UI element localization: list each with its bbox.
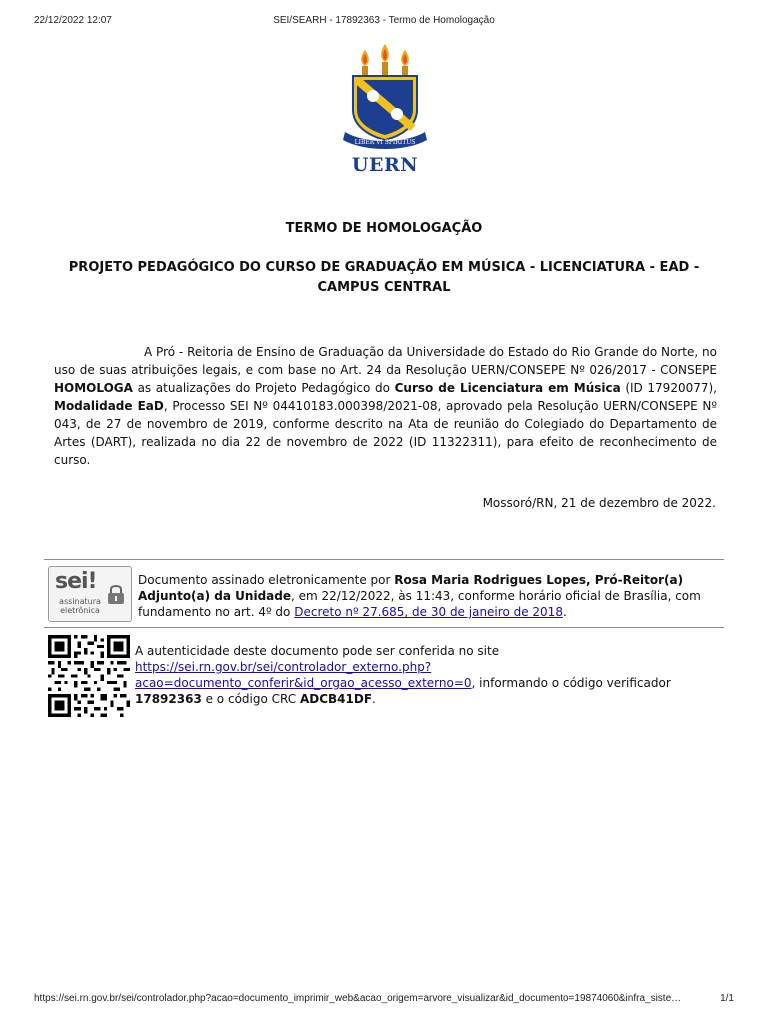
print-page-title: SEI/SEARH - 17892363 - Termo de Homologação (273, 15, 495, 26)
body-text-2: as atualizações do Projeto Pedagógico do (132, 381, 395, 395)
document-body (54, 343, 717, 469)
sei-seal-caption: assinatura eletrônica (59, 597, 101, 615)
signature-divider-top (44, 559, 724, 560)
body-text-3: (ID 17920077), (620, 381, 717, 395)
verification-link[interactable]: https://sei.rn.gov.br/sei/controlador_externo.php?acao=documento_conferir&id_orgao_acesso_externo=0 (135, 660, 472, 690)
signature-statement: Documento assinado eletronicamente por Rosa Maria Rodrigues Lopes, Pró-Reitor(a) Adjunto(a) da Unidade, em 22/12/2022, às 11:43, conforme horário oficial de Brasília, com fundamento no art. 4º do Decreto nº 27.685, de 30 de janeiro de 2018. (138, 573, 701, 619)
print-page-number: 1/1 (720, 993, 734, 1004)
lock-icon (107, 583, 125, 605)
print-datetime: 22/12/2022 12:07 (34, 15, 112, 26)
verifier-code: 17892363 (135, 692, 202, 706)
sei-logo-text: sei! (55, 569, 97, 594)
uern-crest-icon (335, 40, 435, 152)
uern-logo (335, 40, 435, 180)
body-bold-course: Curso de Licenciatura em Música (394, 381, 621, 395)
sei-signature-seal (48, 566, 132, 622)
torch-flames-icon (361, 44, 409, 76)
decree-link[interactable]: Decreto nº 27.685, de 30 de janeiro de 2018 (294, 605, 563, 619)
signer-name: Rosa Maria Rodrigues Lopes, Pró-Reitor(a) Adjunto(a) da Unidade (138, 573, 684, 603)
print-url: https://sei.rn.gov.br/sei/controlador.php?acao=documento_imprimir_web&acao_origem=arvore_visualizar&id_documento=19874060&infra_siste… (34, 993, 682, 1004)
print-header (0, 15, 768, 31)
qr-code-icon (48, 635, 130, 717)
authenticity-statement: A autenticidade deste documento pode ser conferida no site https://sei.rn.gov.br/sei/controlador_externo.php?acao=documento_conferir&id_orgao_acesso_externo=0, informando o código verificador 17892363 e o código CRC ADCB41DF. (135, 644, 671, 706)
body-text-1: A Pró - Reitoria de Ensino de Graduação da Universidade do Estado do Rio Grande do Norte, no uso de suas atribuições legais, e com base no Art. 24 da Resolução UERN/CONSEPE Nº 026/2017 - CONSEPE (54, 345, 717, 377)
body-text-4: , Processo SEI Nº 04410183.000398/2021-08, aprovado pela Resolução UERN/CONSEPE Nº 043, de 27 de novembro de 2019, conforme descrito na Ata de reunião do Colegiado do Departamento de Artes (DART), realizada no dia 22 de novembro de 2022 (ID 11322311), para efeito de reconhecimento de curso. (54, 399, 717, 467)
body-bold-homologa: HOMOLOGA (54, 381, 133, 395)
crc-code: ADCB41DF (299, 692, 373, 706)
document-title: TERMO DE HOMOLOGAÇÃO (285, 221, 483, 236)
place-and-date: Mossoró/RN, 21 de dezembro de 2022. (482, 496, 716, 510)
document-subtitle: PROJETO PEDAGÓGICO DO CURSO DE GRADUAÇÃO EM MÚSICA - LICENCIATURA - EAD - CAMPUS CENTRAL (68, 260, 700, 295)
signature-divider-middle (44, 627, 724, 628)
uern-wordmark: UERN (351, 154, 419, 176)
svg-text:LIBER VI SPIRITUS: LIBER VI SPIRITUS (354, 139, 416, 146)
body-bold-modality: Modalidade EaD (54, 399, 164, 413)
